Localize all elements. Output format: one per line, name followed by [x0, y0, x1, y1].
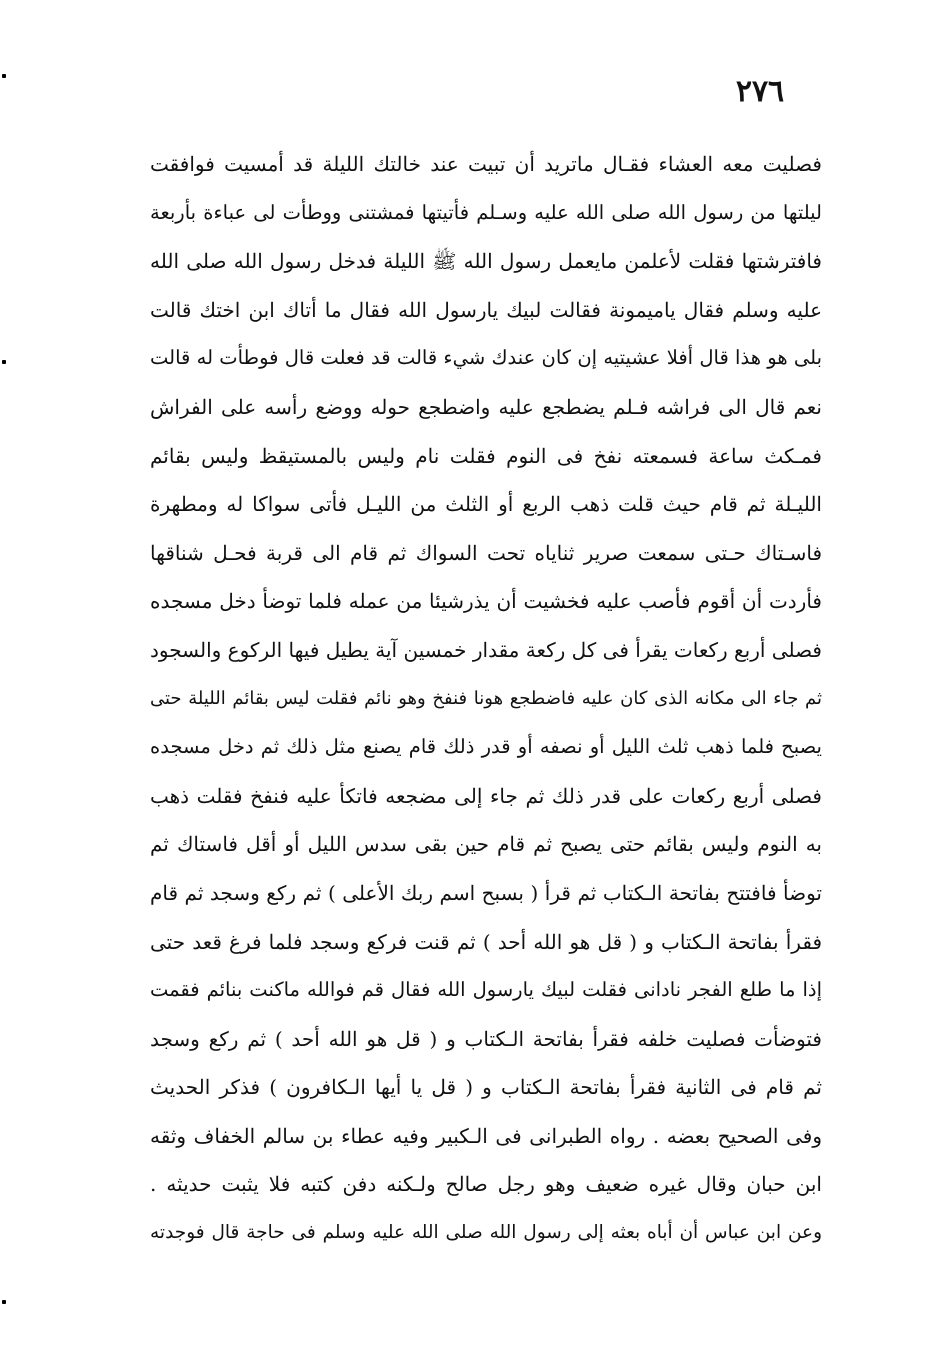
text-line-5: بلى هو هذا قال أفلا عشيتيه إن كان عندك شيء قالت قد فعلت قال فوطأت له قالت: [150, 346, 822, 370]
text-line-13: يصبح فلما ذهب ثلث الليل أو نصفه أو قدر ذلك قام يصنع مثل ذلك ثم دخل مسجده: [150, 735, 822, 759]
text-line-1: فصليت معه العشاء فقـال ماتريد أن تبيت عند خالتك الليلة قد أمسيت فوافقت: [150, 152, 822, 176]
text-line-3: فافترشتها فقلت لأعلمن مايعمل رسول الله ﷺ الليلة فدخل رسول الله صلى الله: [150, 249, 822, 274]
text-line-15: به النوم وليس بقائم حتى يصبح ثم قام حين بقى سدس الليل أو أقل فاستاك ثم: [150, 832, 822, 857]
body-text: [150, 140, 822, 1258]
text-line-16: توضأ فافتتح بفاتحة الـكتاب ثم قرأ ( بسبح اسم ربك الأعلى ) ثم ركع وسجد ثم قام: [150, 880, 822, 905]
text-line-10: فأردت أن أقوم فأصب عليه فخشيت أن يذرشيئا من عمله فلما توضأ دخل مسجده: [150, 589, 822, 614]
text-line-23: وعن ابن عباس أن أباه بعثه إلى رسول الله صلى الله عليه وسلم فى حاجة قال فوجدته: [150, 1222, 822, 1244]
scan-speck-left-bottom: [2, 1300, 6, 1304]
text-line-6: نعم قال الى فراشه فـلم يضطجع عليه واضطجع حوله ووضع رأسه على الفراش: [150, 394, 822, 419]
text-line-19: فتوضأت فصليت خلفه فقرأ بفاتحة الـكتاب و ( قل هو الله أحد ) ثم ركع وسجد: [150, 1026, 822, 1051]
text-line-7: فمـكث ساعة فسمعته نفخ فى النوم فقلت نام وليس بالمستيقظ وليس بقائم: [150, 443, 822, 468]
text-line-4: عليه وسلم فقال ياميمونة فقالت لبيك يارسول الله فقال ما أتاك ابن اختك قالت: [150, 297, 822, 322]
text-line-9: فاسـتاك حـتى سمعت صرير ثناياه تحت السواك ثم قام الى قربة فحـل شناقها: [150, 540, 822, 565]
text-line-2: ليلتها من رسول الله صلى الله عليه وسـلم فأتيتها فمشتنى ووطأت لى عباءة بأربعة: [150, 200, 822, 224]
text-line-21: وفى الصحيح بعضه . رواه الطبرانى فى الـكبير وفيه عطاء بن سالم الخفاف وثقه: [150, 1123, 822, 1148]
text-line-17: فقرأ بفاتحة الـكتاب و ( قل هو الله أحد ) ثم قنت فركع وسجد فلما فرغ قعد حتى: [150, 929, 822, 954]
page-number: ٢٧٦: [735, 74, 785, 109]
text-line-14: فصلى أربع ركعات على قدر ذلك ثم جاء إلى مضجعه فاتكأ عليه فنفخ فقلت ذهب: [150, 783, 822, 808]
text-line-18: إذا ما طلع الفجر نادانى فقلت لبيك يارسول الله فقال قم فوالله ماكنت بنائم فقمت: [150, 978, 822, 1002]
text-line-22: ابن حبان وقال غيره ضعيف وهو رجل صالح ولـكنه دفن كتبه فلا يثبت حديثه .: [150, 1172, 822, 1197]
text-line-20: ثم قام فى الثانية فقرأ بفاتحة الـكتاب و ( قل يا أيها الـكافرون ) فذكر الحديث: [150, 1075, 822, 1100]
text-line-12: ثم جاء الى مكانه الذى كان عليه فاضطجع هونا فنفخ وهو نائم فقلت ليس بقائم الليلة حتى: [150, 687, 822, 709]
scan-speck-left-middle: [2, 360, 6, 364]
text-line-11: فصلى أربع ركعات يقرأ فى كل ركعة مقدار خمسين آية يطيل فيها الركوع والسجود: [150, 637, 822, 662]
text-line-8: الليـلة ثم قام حيث قلت ذهب الربع أو الثلث من الليـل فأتى سواكا له ومطهرة: [150, 492, 822, 517]
scan-speck-left-top: [2, 74, 6, 78]
